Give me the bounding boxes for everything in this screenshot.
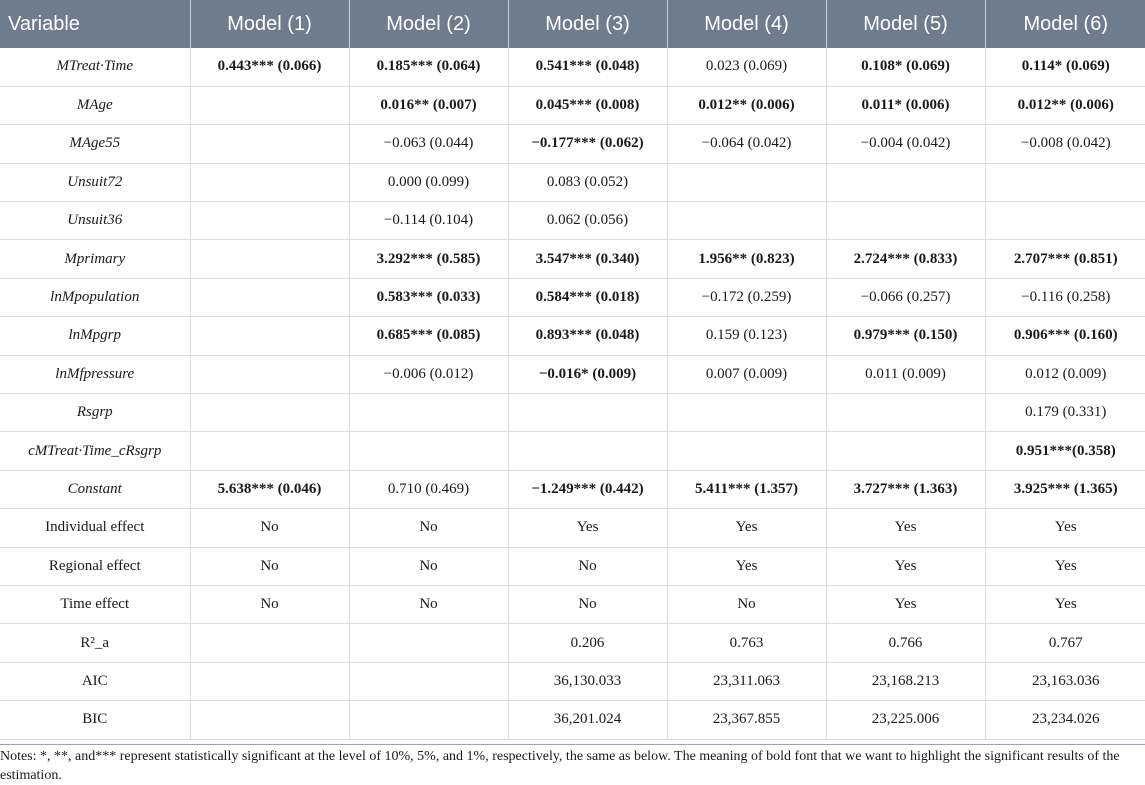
model-5-cell: 0.979*** (0.150): [826, 317, 985, 355]
table-row: [0, 163, 1145, 201]
header-model-4: Model (4): [667, 0, 826, 48]
model-4-cell: Yes: [667, 509, 826, 547]
variable-name-cell: MAge: [0, 86, 190, 124]
variable-name-cell: Unsuit36: [0, 202, 190, 240]
header-row: [0, 0, 1145, 48]
model-3-cell: 0.541*** (0.048): [508, 48, 667, 86]
model-4-cell: [667, 202, 826, 240]
model-3-cell: Yes: [508, 509, 667, 547]
header-model-5: Model (5): [826, 0, 985, 48]
model-3-cell: [508, 432, 667, 470]
variable-name-cell: Constant: [0, 470, 190, 508]
model-2-cell: [349, 701, 508, 739]
model-3-cell: No: [508, 547, 667, 585]
table-row: [0, 470, 1145, 508]
model-5-cell: 0.108* (0.069): [826, 48, 985, 86]
model-2-cell: [349, 624, 508, 662]
model-2-cell: 0.710 (0.469): [349, 470, 508, 508]
model-4-cell: [667, 163, 826, 201]
model-3-cell: 0.206: [508, 624, 667, 662]
model-4-cell: 5.411*** (1.357): [667, 470, 826, 508]
model-3-cell: 3.547*** (0.340): [508, 240, 667, 278]
model-1-cell: [190, 240, 349, 278]
variable-name-cell: lnMpgrp: [0, 317, 190, 355]
model-3-cell: 0.045*** (0.008): [508, 86, 667, 124]
table-body: [0, 48, 1145, 739]
model-6-cell: 0.951***(0.358): [985, 432, 1145, 470]
model-5-cell: [826, 394, 985, 432]
model-6-cell: 0.012** (0.006): [985, 86, 1145, 124]
header-model-2: Model (2): [349, 0, 508, 48]
model-4-cell: 0.007 (0.009): [667, 355, 826, 393]
model-2-cell: [349, 394, 508, 432]
model-1-cell: [190, 355, 349, 393]
model-1-cell: [190, 394, 349, 432]
model-6-cell: 0.114* (0.069): [985, 48, 1145, 86]
variable-name-cell: MTreat·Time: [0, 48, 190, 86]
model-5-cell: Yes: [826, 547, 985, 585]
model-1-cell: 5.638*** (0.046): [190, 470, 349, 508]
variable-name-cell: cMTreat·Time_cRsgrp: [0, 432, 190, 470]
model-4-cell: 0.012** (0.006): [667, 86, 826, 124]
model-1-cell: [190, 202, 349, 240]
model-5-cell: Yes: [826, 585, 985, 623]
model-4-cell: 23,311.063: [667, 662, 826, 700]
model-6-cell: −0.116 (0.258): [985, 278, 1145, 316]
model-3-cell: No: [508, 585, 667, 623]
model-2-cell: No: [349, 509, 508, 547]
variable-name-cell: BIC: [0, 701, 190, 739]
model-6-cell: 0.012 (0.009): [985, 355, 1145, 393]
model-2-cell: −0.006 (0.012): [349, 355, 508, 393]
model-6-cell: [985, 202, 1145, 240]
model-4-cell: 0.023 (0.069): [667, 48, 826, 86]
model-2-cell: 0.000 (0.099): [349, 163, 508, 201]
model-5-cell: 2.724*** (0.833): [826, 240, 985, 278]
model-4-cell: No: [667, 585, 826, 623]
table-row: [0, 394, 1145, 432]
model-5-cell: [826, 432, 985, 470]
model-1-cell: No: [190, 509, 349, 547]
model-2-cell: 3.292*** (0.585): [349, 240, 508, 278]
model-5-cell: [826, 163, 985, 201]
variable-name-cell: MAge55: [0, 125, 190, 163]
model-1-cell: [190, 624, 349, 662]
model-4-cell: −0.172 (0.259): [667, 278, 826, 316]
table-notes: Notes: *, **, and*** represent statistically significant at the level of 10%, 5%, and 1%, respectively, the same as below. The meaning of bold font that we want to highlight the significant results of the estimation.: [0, 744, 1145, 785]
variable-name-cell: Rsgrp: [0, 394, 190, 432]
table-row: [0, 547, 1145, 585]
variable-name-cell: lnMpopulation: [0, 278, 190, 316]
model-5-cell: 0.766: [826, 624, 985, 662]
model-6-cell: [985, 163, 1145, 201]
model-4-cell: [667, 432, 826, 470]
model-1-cell: [190, 662, 349, 700]
model-1-cell: [190, 278, 349, 316]
model-2-cell: 0.185*** (0.064): [349, 48, 508, 86]
header-variable: Variable: [0, 0, 190, 48]
model-2-cell: −0.063 (0.044): [349, 125, 508, 163]
table-row: [0, 432, 1145, 470]
model-2-cell: No: [349, 585, 508, 623]
model-1-cell: [190, 432, 349, 470]
model-3-cell: 0.893*** (0.048): [508, 317, 667, 355]
table-row: [0, 278, 1145, 316]
model-3-cell: [508, 394, 667, 432]
table-row: [0, 202, 1145, 240]
model-3-cell: 0.584*** (0.018): [508, 278, 667, 316]
model-5-cell: −0.004 (0.042): [826, 125, 985, 163]
model-4-cell: 1.956** (0.823): [667, 240, 826, 278]
model-3-cell: −0.177*** (0.062): [508, 125, 667, 163]
model-3-cell: 36,130.033: [508, 662, 667, 700]
model-3-cell: −1.249*** (0.442): [508, 470, 667, 508]
model-2-cell: −0.114 (0.104): [349, 202, 508, 240]
table-row: [0, 701, 1145, 739]
model-4-cell: 0.159 (0.123): [667, 317, 826, 355]
model-6-cell: Yes: [985, 509, 1145, 547]
variable-name-cell: Individual effect: [0, 509, 190, 547]
model-6-cell: 0.767: [985, 624, 1145, 662]
model-1-cell: 0.443*** (0.066): [190, 48, 349, 86]
model-2-cell: [349, 662, 508, 700]
model-1-cell: No: [190, 547, 349, 585]
model-1-cell: [190, 701, 349, 739]
model-3-cell: 0.083 (0.052): [508, 163, 667, 201]
model-1-cell: [190, 163, 349, 201]
header-model-6: Model (6): [1023, 12, 1108, 35]
model-6-cell: 23,163.036: [985, 662, 1145, 700]
model-6-cell: Yes: [985, 585, 1145, 623]
model-2-cell: 0.016** (0.007): [349, 86, 508, 124]
model-4-cell: Yes: [667, 547, 826, 585]
model-3-cell: 36,201.024: [508, 701, 667, 739]
model-4-cell: 0.763: [667, 624, 826, 662]
table-row: [0, 317, 1145, 355]
variable-name-cell: AIC: [0, 662, 190, 700]
header-model-3: Model (3): [508, 0, 667, 48]
model-1-cell: [190, 125, 349, 163]
model-6-cell: 0.906*** (0.160): [985, 317, 1145, 355]
model-2-cell: 0.583*** (0.033): [349, 278, 508, 316]
model-6-cell: 2.707*** (0.851): [985, 240, 1145, 278]
model-4-cell: −0.064 (0.042): [667, 125, 826, 163]
model-6-cell: 23,234.026: [985, 701, 1145, 739]
model-5-cell: 0.011* (0.006): [826, 86, 985, 124]
header-model-1: Model (1): [190, 0, 349, 48]
model-5-cell: 23,168.213: [826, 662, 985, 700]
model-5-cell: 3.727*** (1.363): [826, 470, 985, 508]
model-3-cell: 0.062 (0.056): [508, 202, 667, 240]
variable-name-cell: Unsuit72: [0, 163, 190, 201]
table-row: [0, 48, 1145, 86]
model-5-cell: Yes: [826, 509, 985, 547]
table-row: [0, 240, 1145, 278]
variable-name-cell: Time effect: [0, 585, 190, 623]
model-6-cell: −0.008 (0.042): [985, 125, 1145, 163]
model-6-cell: 0.179 (0.331): [985, 394, 1145, 432]
table-row: [0, 125, 1145, 163]
variable-name-cell: Mprimary: [0, 240, 190, 278]
table-row: [0, 509, 1145, 547]
table-row: [0, 662, 1145, 700]
model-5-cell: 0.011 (0.009): [826, 355, 985, 393]
table-row: [0, 585, 1145, 623]
variable-name-cell: lnMfpressure: [0, 355, 190, 393]
model-2-cell: [349, 432, 508, 470]
model-6-cell: Yes: [985, 547, 1145, 585]
table-row: [0, 624, 1145, 662]
table-row: [0, 355, 1145, 393]
model-3-cell: −0.016* (0.009): [508, 355, 667, 393]
model-2-cell: No: [349, 547, 508, 585]
model-1-cell: [190, 317, 349, 355]
model-5-cell: −0.066 (0.257): [826, 278, 985, 316]
variable-name-cell: Regional effect: [0, 547, 190, 585]
table-row: [0, 86, 1145, 124]
model-5-cell: [826, 202, 985, 240]
model-5-cell: 23,225.006: [826, 701, 985, 739]
model-1-cell: [190, 86, 349, 124]
variable-name-cell: R²_a: [0, 624, 190, 662]
model-4-cell: [667, 394, 826, 432]
model-6-cell: 3.925*** (1.365): [985, 470, 1145, 508]
model-2-cell: 0.685*** (0.085): [349, 317, 508, 355]
model-1-cell: No: [190, 585, 349, 623]
model-4-cell: 23,367.855: [667, 701, 826, 739]
